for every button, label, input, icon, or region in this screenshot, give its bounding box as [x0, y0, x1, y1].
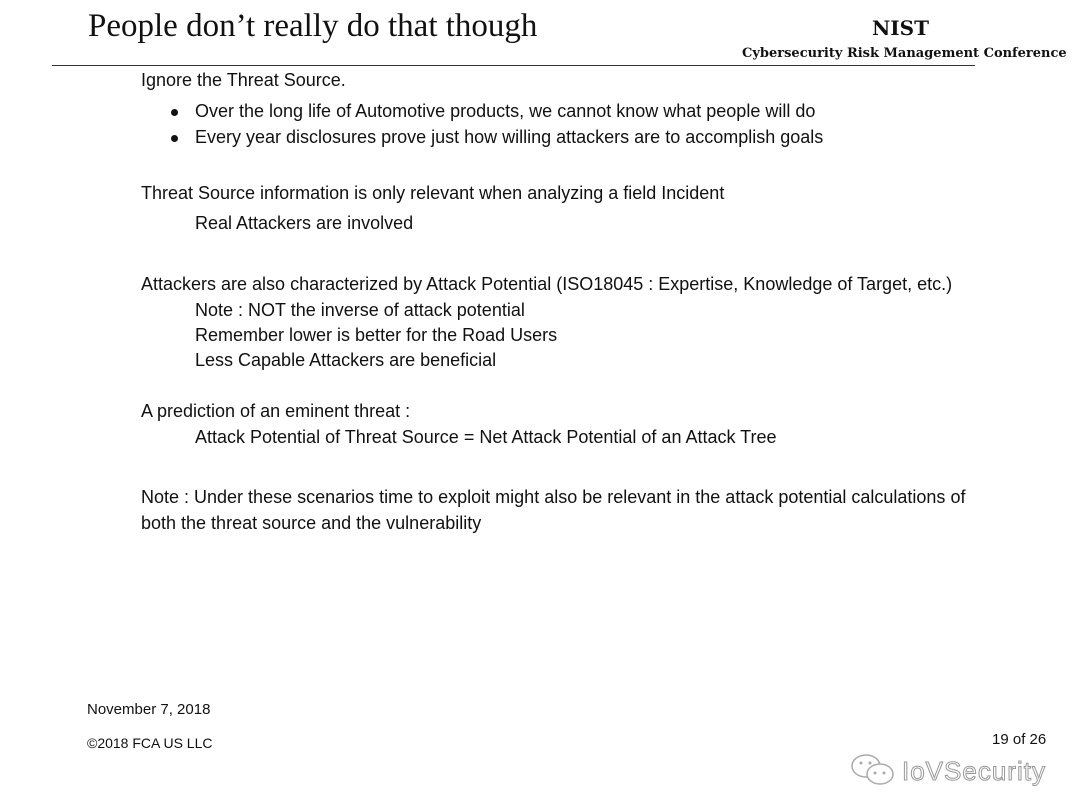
watermark: IoVSecurity: [902, 756, 1046, 786]
sub-item: Real Attackers are involved: [195, 213, 414, 233]
header-divider: [52, 65, 975, 66]
chat-bubbles-icon: [848, 752, 900, 793]
footer-date: November 7, 2018: [87, 701, 211, 718]
paragraph-threat-source: Threat Source information is only relevant when analyzing a field Incident: [141, 183, 725, 203]
sub-item: Less Capable Attackers are beneficial: [195, 350, 497, 370]
sub-item: Remember lower is better for the Road Users: [195, 325, 558, 345]
paragraph-note-cont: both the threat source and the vulnerability: [141, 513, 482, 533]
conference-name: Cybersecurity Risk Management Conference: [742, 46, 1067, 61]
paragraph-attack-potential: Attackers are also characterized by Attack Potential (ISO18045 : Expertise, Knowledge of Target, etc.): [141, 274, 953, 294]
org-name: NIST: [872, 16, 929, 40]
bullet-item: Over the long life of Automotive products, we cannot know what people will do: [195, 101, 816, 121]
page-number: 19 of 26: [992, 731, 1047, 748]
sub-item: Attack Potential of Threat Source = Net Attack Potential of an Attack Tree: [195, 427, 777, 447]
paragraph-ignore: Ignore the Threat Source.: [141, 70, 346, 90]
footer-copyright: ©2018 FCA US LLC: [87, 735, 213, 751]
paragraph-prediction: A prediction of an eminent threat :: [141, 401, 411, 421]
slide-title: People don’t really do that though: [88, 8, 538, 44]
paragraph-note: Note : Under these scenarios time to exploit might also be relevant in the attack potential calculations of: [141, 487, 966, 507]
sub-item: Note : NOT the inverse of attack potential: [195, 300, 525, 320]
bullet-item: Every year disclosures prove just how willing attackers are to accomplish goals: [195, 127, 824, 147]
